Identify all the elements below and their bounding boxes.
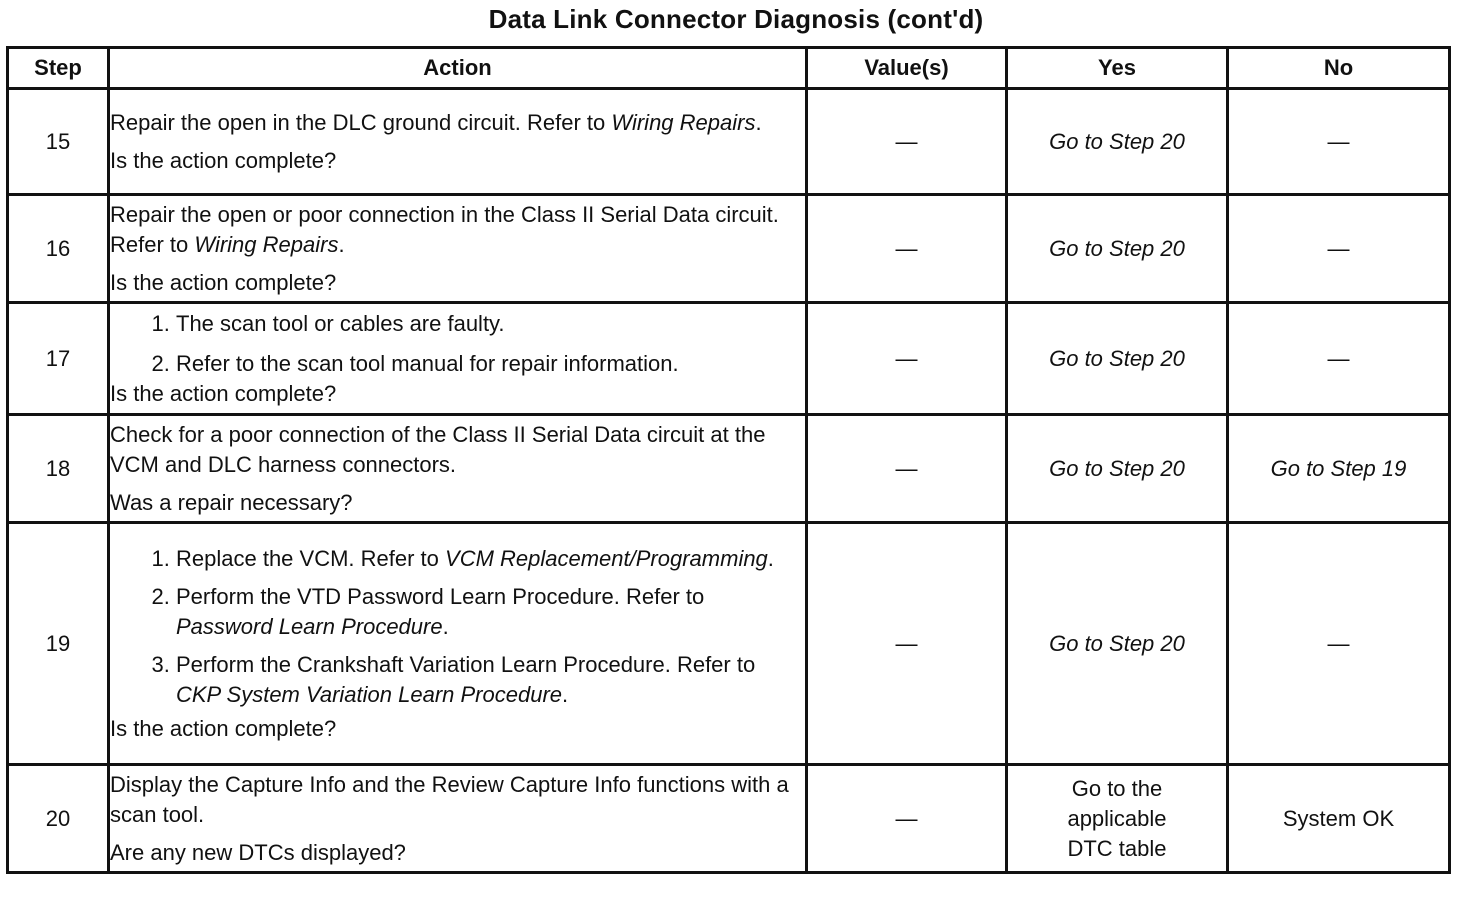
diagnosis-table	[6, 46, 1451, 874]
step-number: 20	[8, 765, 109, 873]
no-cell: —	[1228, 195, 1450, 303]
yes-cell: Go to Step 20	[1007, 523, 1228, 765]
action-text: Display the Capture Info and the Review Capture Info functions with a scan tool.	[110, 771, 789, 827]
action-question: Was a repair necessary?	[110, 489, 353, 515]
action-text-part: Repair the open in the DLC ground circuit. Refer to	[110, 109, 612, 135]
step-number: 16	[8, 195, 109, 303]
no-cell: —	[1228, 303, 1450, 415]
action-text-part: Replace the VCM. Refer to	[176, 545, 446, 571]
action-text-part: .	[767, 545, 774, 571]
action-step-item	[176, 650, 805, 710]
yes-cell: Go to Step 20	[1007, 195, 1228, 303]
yes-cell-line: Go to the	[1071, 775, 1163, 801]
action-step-item	[176, 582, 805, 642]
action-cell	[109, 195, 807, 303]
action-text-part: .	[755, 109, 762, 135]
action-text-part: Perform the Crankshaft Variation Learn Procedure. Refer to	[176, 651, 756, 677]
column-header-step: Step	[8, 48, 109, 89]
table-header-row	[8, 48, 1450, 89]
column-header-yes: Yes	[1007, 48, 1228, 89]
action-cell	[109, 523, 807, 765]
table-row	[8, 303, 1450, 415]
reference-link: Wiring Repairs	[611, 109, 756, 135]
action-question: Is the action complete?	[110, 269, 337, 295]
yes-cell: Go to Step 20	[1007, 303, 1228, 415]
action-cell	[109, 765, 807, 873]
yes-cell-line: applicable	[1067, 805, 1167, 831]
action-cell	[109, 303, 807, 415]
action-cell	[109, 89, 807, 195]
no-cell: —	[1228, 89, 1450, 195]
table-row	[8, 765, 1450, 873]
yes-cell-line: DTC table	[1067, 835, 1167, 861]
values-cell: —	[807, 523, 1007, 765]
reference-link: Password Learn Procedure	[176, 613, 443, 639]
action-step-item	[176, 544, 805, 574]
action-cell	[109, 415, 807, 523]
step-number: 18	[8, 415, 109, 523]
yes-cell: Go to Step 20	[1007, 89, 1228, 195]
action-text-part: Perform the VTD Password Learn Procedure. Refer to	[176, 583, 705, 609]
table-row	[8, 523, 1450, 765]
action-question: Is the action complete?	[110, 715, 337, 741]
yes-cell: Go to Step 20	[1007, 415, 1228, 523]
values-cell: —	[807, 415, 1007, 523]
action-text: Check for a poor connection of the Class II Serial Data circuit at the VCM and DLC harness connectors.	[110, 421, 766, 477]
values-cell: —	[807, 89, 1007, 195]
reference-link: CKP System Variation Learn Procedure	[176, 681, 562, 707]
action-text-part: .	[442, 613, 449, 639]
action-step-item: 1. The scan tool or cables are faulty.	[176, 309, 805, 339]
action-steps	[110, 544, 805, 710]
action-text-part: Repair the open or poor connection in the Class II Serial Data circuit. Refer to	[110, 201, 779, 257]
column-header-action: Action	[109, 48, 807, 89]
yes-cell	[1007, 765, 1228, 873]
action-text-part: .	[562, 681, 569, 707]
values-cell: —	[807, 765, 1007, 873]
step-number: 17	[8, 303, 109, 415]
action-text-part: .	[338, 231, 345, 257]
table-row	[8, 195, 1450, 303]
action-steps	[110, 309, 805, 379]
table-row	[8, 415, 1450, 523]
no-cell: —	[1228, 523, 1450, 765]
action-text	[110, 108, 805, 138]
reference-link: VCM Replacement/Programming	[445, 545, 768, 571]
reference-link: Wiring Repairs	[194, 231, 339, 257]
values-cell: —	[807, 303, 1007, 415]
step-number: 15	[8, 89, 109, 195]
action-text	[110, 200, 805, 260]
column-header-no: No	[1228, 48, 1450, 89]
no-cell: Go to Step 19	[1228, 415, 1450, 523]
action-question: Is the action complete?	[110, 147, 337, 173]
step-number: 19	[8, 523, 109, 765]
action-question: Is the action complete?	[110, 380, 337, 406]
action-step-item: 2. Refer to the scan tool manual for repair information.	[176, 349, 805, 379]
table-row	[8, 89, 1450, 195]
column-header-values: Value(s)	[807, 48, 1007, 89]
page-title: Data Link Connector Diagnosis (cont'd)	[488, 4, 984, 34]
action-question: Are any new DTCs displayed?	[110, 839, 406, 865]
values-cell: —	[807, 195, 1007, 303]
no-cell: System OK	[1228, 765, 1450, 873]
